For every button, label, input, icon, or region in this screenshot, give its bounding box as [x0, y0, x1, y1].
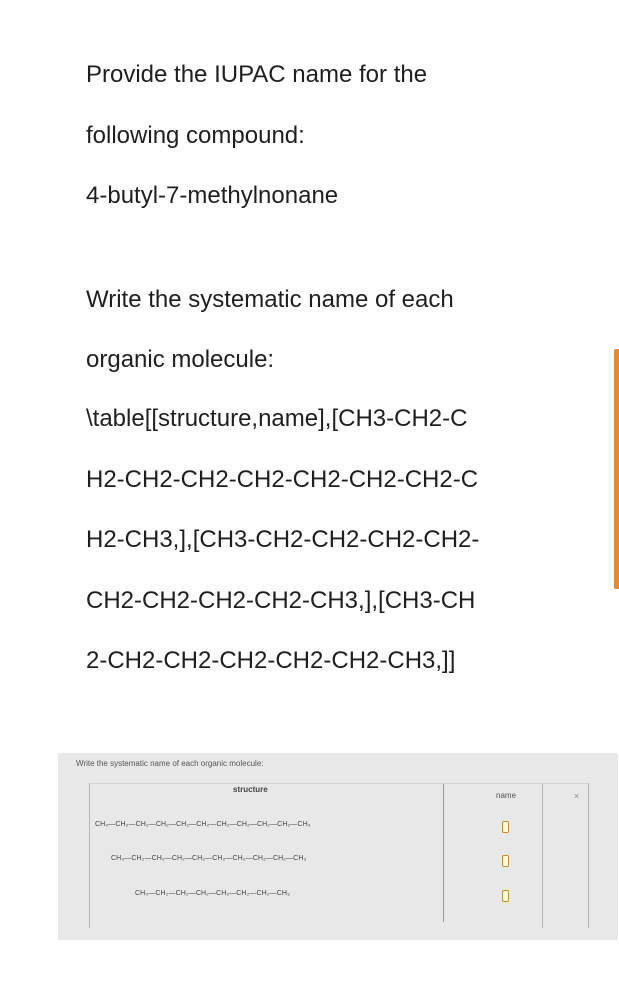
close-icon[interactable]: × [574, 791, 580, 801]
question-2-line: CH2-CH2-CH2-CH2-CH3,],[CH3-CH [86, 587, 476, 614]
question-2-line: \table[[structure,name],[CH3-CH2-C [86, 405, 468, 432]
structure-table [89, 783, 589, 928]
name-answer-field[interactable] [502, 890, 509, 902]
header-structure: structure [233, 785, 268, 794]
question-2-line: H2-CH2-CH2-CH2-CH2-CH2-CH2-C [86, 466, 479, 493]
screenshot-title: Write the systematic name of each organic molecule: [76, 759, 264, 768]
question-1-line: following compound: [86, 122, 305, 149]
question-1-line: Provide the IUPAC name for the [86, 61, 428, 88]
question-2-line: organic molecule: [86, 346, 275, 373]
header-name: name [496, 791, 517, 800]
name-answer-field[interactable] [502, 821, 509, 833]
column-divider [542, 784, 543, 928]
column-divider [443, 784, 444, 922]
embedded-screenshot [58, 753, 618, 940]
question-2-line: H2-CH3,],[CH3-CH2-CH2-CH2-CH2- [86, 526, 480, 553]
table-row-structure: CH₃—CH₂—CH₂—CH₂—CH₂—CH₂—CH₂—CH₃ [135, 890, 290, 897]
table-row-structure: CH₃—CH₂—CH₂—CH₂—CH₂—CH₂—CH₂—CH₂—CH₂—CH₂—CH₃ [95, 821, 311, 828]
question-2-line: Write the systematic name of each [86, 286, 454, 313]
name-answer-field[interactable] [502, 855, 509, 867]
question-1-answer: 4-butyl-7-methylnonane [86, 182, 339, 209]
scroll-indicator[interactable] [614, 349, 619, 589]
question-2-line: 2-CH2-CH2-CH2-CH2-CH2-CH3,]] [86, 647, 456, 674]
table-row-structure: CH₃—CH₂—CH₂—CH₂—CH₂—CH₂—CH₂—CH₂—CH₂—CH₃ [111, 855, 307, 862]
